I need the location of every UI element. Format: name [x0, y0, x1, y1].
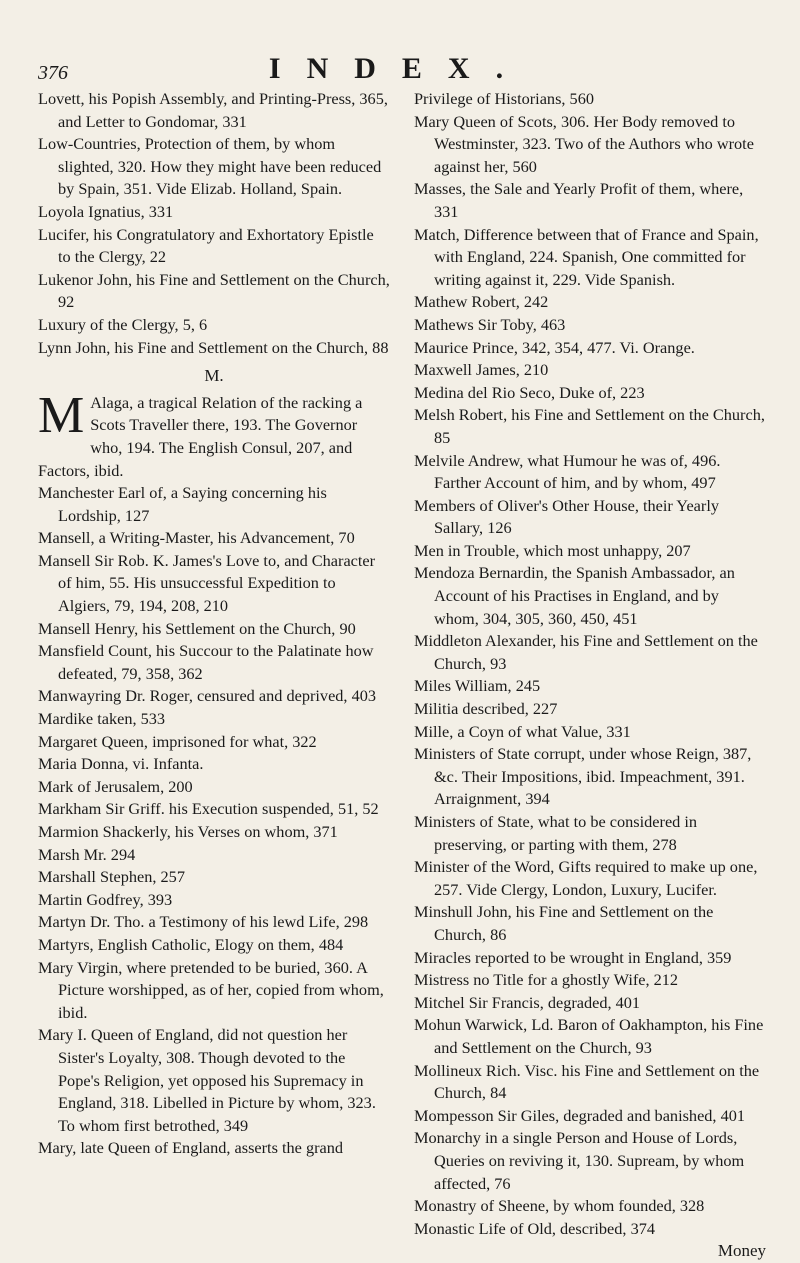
index-entry: Militia described, 227	[414, 699, 558, 719]
index-entry: Martin Godfrey, 393	[38, 889, 173, 909]
index-entry: Manchester Earl of, a Saying concerning his Lordship, 127	[38, 483, 327, 525]
index-entry: Miracles reported to be wrought in England, 359	[414, 947, 732, 967]
index-entry: Men in Trouble, which most unhappy, 207	[414, 540, 691, 560]
index-entry: Mendoza Bernardin, the Spanish Ambassador, an Account of his Practises in England, and by whom, 304, 305, 360, 450, 451	[414, 563, 735, 628]
index-entry: Mathew Robert, 242	[414, 292, 549, 312]
index-entry: Monarchy in a single Person and House of Lords, Queries on reviving it, 130. Supream, by whom affected, 76	[414, 1128, 745, 1193]
index-entry: Manwayring Dr. Roger, censured and deprived, 403	[38, 686, 376, 706]
index-entry: Middleton Alexander, his Fine and Settlement on the Church, 93	[414, 631, 758, 673]
index-entry: Match, Difference between that of France and Spain, with England, 224. Spanish, One committed for writing against it, 229. Vide Spanish.	[414, 224, 759, 289]
left-entries-before	[38, 88, 390, 359]
index-entry: Monastic Life of Old, described, 374	[414, 1218, 655, 1238]
index-entry: Lynn John, his Fine and Settlement on the Church, 88	[38, 337, 389, 357]
index-entry: Ministers of State corrupt, under whose Reign, 387, &c. Their Impositions, ibid. Impeachment, 391. Arraignment, 394	[414, 744, 752, 809]
index-entry: Maurice Prince, 342, 354, 477. Vi. Orange.	[414, 337, 695, 357]
index-entry: Low-Countries, Protection of them, by whom slighted, 320. How they might have been reduced by Spain, 351. Vide Elizab. Holland, Spain.	[38, 134, 382, 199]
index-entry: Margaret Queen, imprisoned for what, 322	[38, 731, 317, 751]
index-entry: Ministers of State, what to be considered in preserving, or parting with them, 278	[414, 812, 698, 854]
index-entry: Members of Oliver's Other House, their Yearly Sallary, 126	[414, 495, 719, 538]
index-entry: Mansfield Count, his Succour to the Palatinate how defeated, 79, 358, 362	[38, 641, 374, 683]
index-entry: Privilege of Historians, 560	[414, 89, 594, 108]
section-letter: M.	[204, 366, 224, 386]
index-entry: Mitchel Sir Francis, degraded, 401	[414, 992, 641, 1012]
page-number: 376	[38, 62, 68, 84]
index-entry: Minister of the Word, Gifts required to make up one, 257. Vide Clergy, London, Luxury, Lucifer.	[414, 857, 758, 899]
index-entry: Miles William, 245	[414, 676, 541, 696]
dropcap-entry-text: Alaga, a tragical Relation of the racking a Scots Traveller there, 193. The Governor who, 194. The English Consul, 207, and Factors, ibid.	[38, 392, 363, 480]
index-entry: Masses, the Sale and Yearly Profit of them, where, 331	[414, 179, 744, 221]
index-entry: Mary Queen of Scots, 306. Her Body removed to Westminster, 323. Two of the Authors who wrote against her, 560	[414, 111, 754, 176]
page-header	[38, 48, 760, 88]
index-entry: Mistress no Title for a ghostly Wife, 212	[414, 970, 679, 990]
index-entry: Mary, late Queen of England, asserts the grand	[38, 1138, 344, 1158]
index-entry: Mathews Sir Toby, 463	[414, 314, 566, 334]
index-entry: Luxury of the Clergy, 5, 6	[38, 314, 208, 334]
index-entry: Mary I. Queen of England, did not question her Sister's Loyalty, 308. Though devoted to the Pope's Religion, yet opposed his Supremacy in England, 318. Libelled in Picture by whom, 323. To whom first betrothed, 349	[38, 1025, 376, 1135]
index-entry: Monastry of Sheene, by whom founded, 328	[414, 1196, 705, 1216]
index-entry: Marmion Shackerly, his Verses on whom, 371	[38, 822, 338, 841]
right-column	[414, 88, 766, 1263]
left-column	[38, 88, 390, 1160]
index-entry: Mark of Jerusalem, 200	[38, 776, 193, 796]
index-entry: Lucifer, his Congratulatory and Exhortatory Epistle to the Clergy, 22	[38, 224, 374, 267]
index-entry: Maxwell James, 210	[414, 360, 549, 380]
index-entry: Martyn Dr. Tho. a Testimony of his lewd Life, 298	[38, 912, 369, 932]
index-entry: Mohun Warwick, Ld. Baron of Oakhampton, his Fine and Settlement on the Church, 93	[414, 1015, 764, 1057]
index-entry: Medina del Rio Seco, Duke of, 223	[414, 382, 645, 402]
index-entry: Melvile Andrew, what Humour he was of, 496. Farther Account of him, and by whom, 497	[414, 450, 721, 493]
catchword: Money	[717, 1241, 766, 1261]
left-entries-after	[38, 482, 390, 1160]
index-entry: Mansell, a Writing-Master, his Advancement, 70	[38, 528, 355, 548]
page-title: INDEX.	[268, 52, 530, 85]
index-entry: Mardike taken, 533	[38, 709, 166, 729]
dropcap-letter: M	[38, 386, 85, 444]
index-entry: Maria Donna, vi. Infanta.	[38, 754, 204, 774]
index-entry: Mollineux Rich. Visc. his Fine and Settlement on the Church, 84	[414, 1060, 760, 1103]
right-entries	[414, 88, 766, 1240]
index-entry: Minshull John, his Fine and Settlement on the Church, 86	[414, 902, 714, 944]
index-entry: Lovett, his Popish Assembly, and Printing-Press, 365, and Letter to Gondomar, 331	[38, 89, 388, 131]
index-entry: Markham Sir Griff. his Execution suspended, 51, 52	[38, 799, 379, 819]
index-entry: Mansell Sir Rob. K. James's Love to, and Character of him, 55. His unsuccessful Expedition to Algiers, 79, 194, 208, 210	[38, 550, 376, 616]
index-entry: Mille, a Coyn of what Value, 331	[414, 721, 631, 741]
index-entry: Mansell Henry, his Settlement on the Church, 90	[38, 618, 356, 638]
index-entry: Marsh Mr. 294	[38, 844, 136, 864]
index-entry: Lukenor John, his Fine and Settlement on the Church, 92	[38, 269, 390, 312]
index-entry: Martyrs, English Catholic, Elogy on them, 484	[38, 934, 344, 954]
index-entry: Marshall Stephen, 257	[38, 867, 185, 887]
index-entry: Melsh Robert, his Fine and Settlement on the Church, 85	[414, 405, 765, 447]
index-entry: Mompesson Sir Giles, degraded and banished, 401	[414, 1105, 745, 1125]
dropcap-entry	[38, 386, 390, 482]
index-entry: Mary Virgin, where pretended to be buried, 360. A Picture worshipped, as of her, copied from whom, ibid.	[38, 957, 384, 1022]
index-entry: Loyola Ignatius, 331	[38, 201, 174, 221]
